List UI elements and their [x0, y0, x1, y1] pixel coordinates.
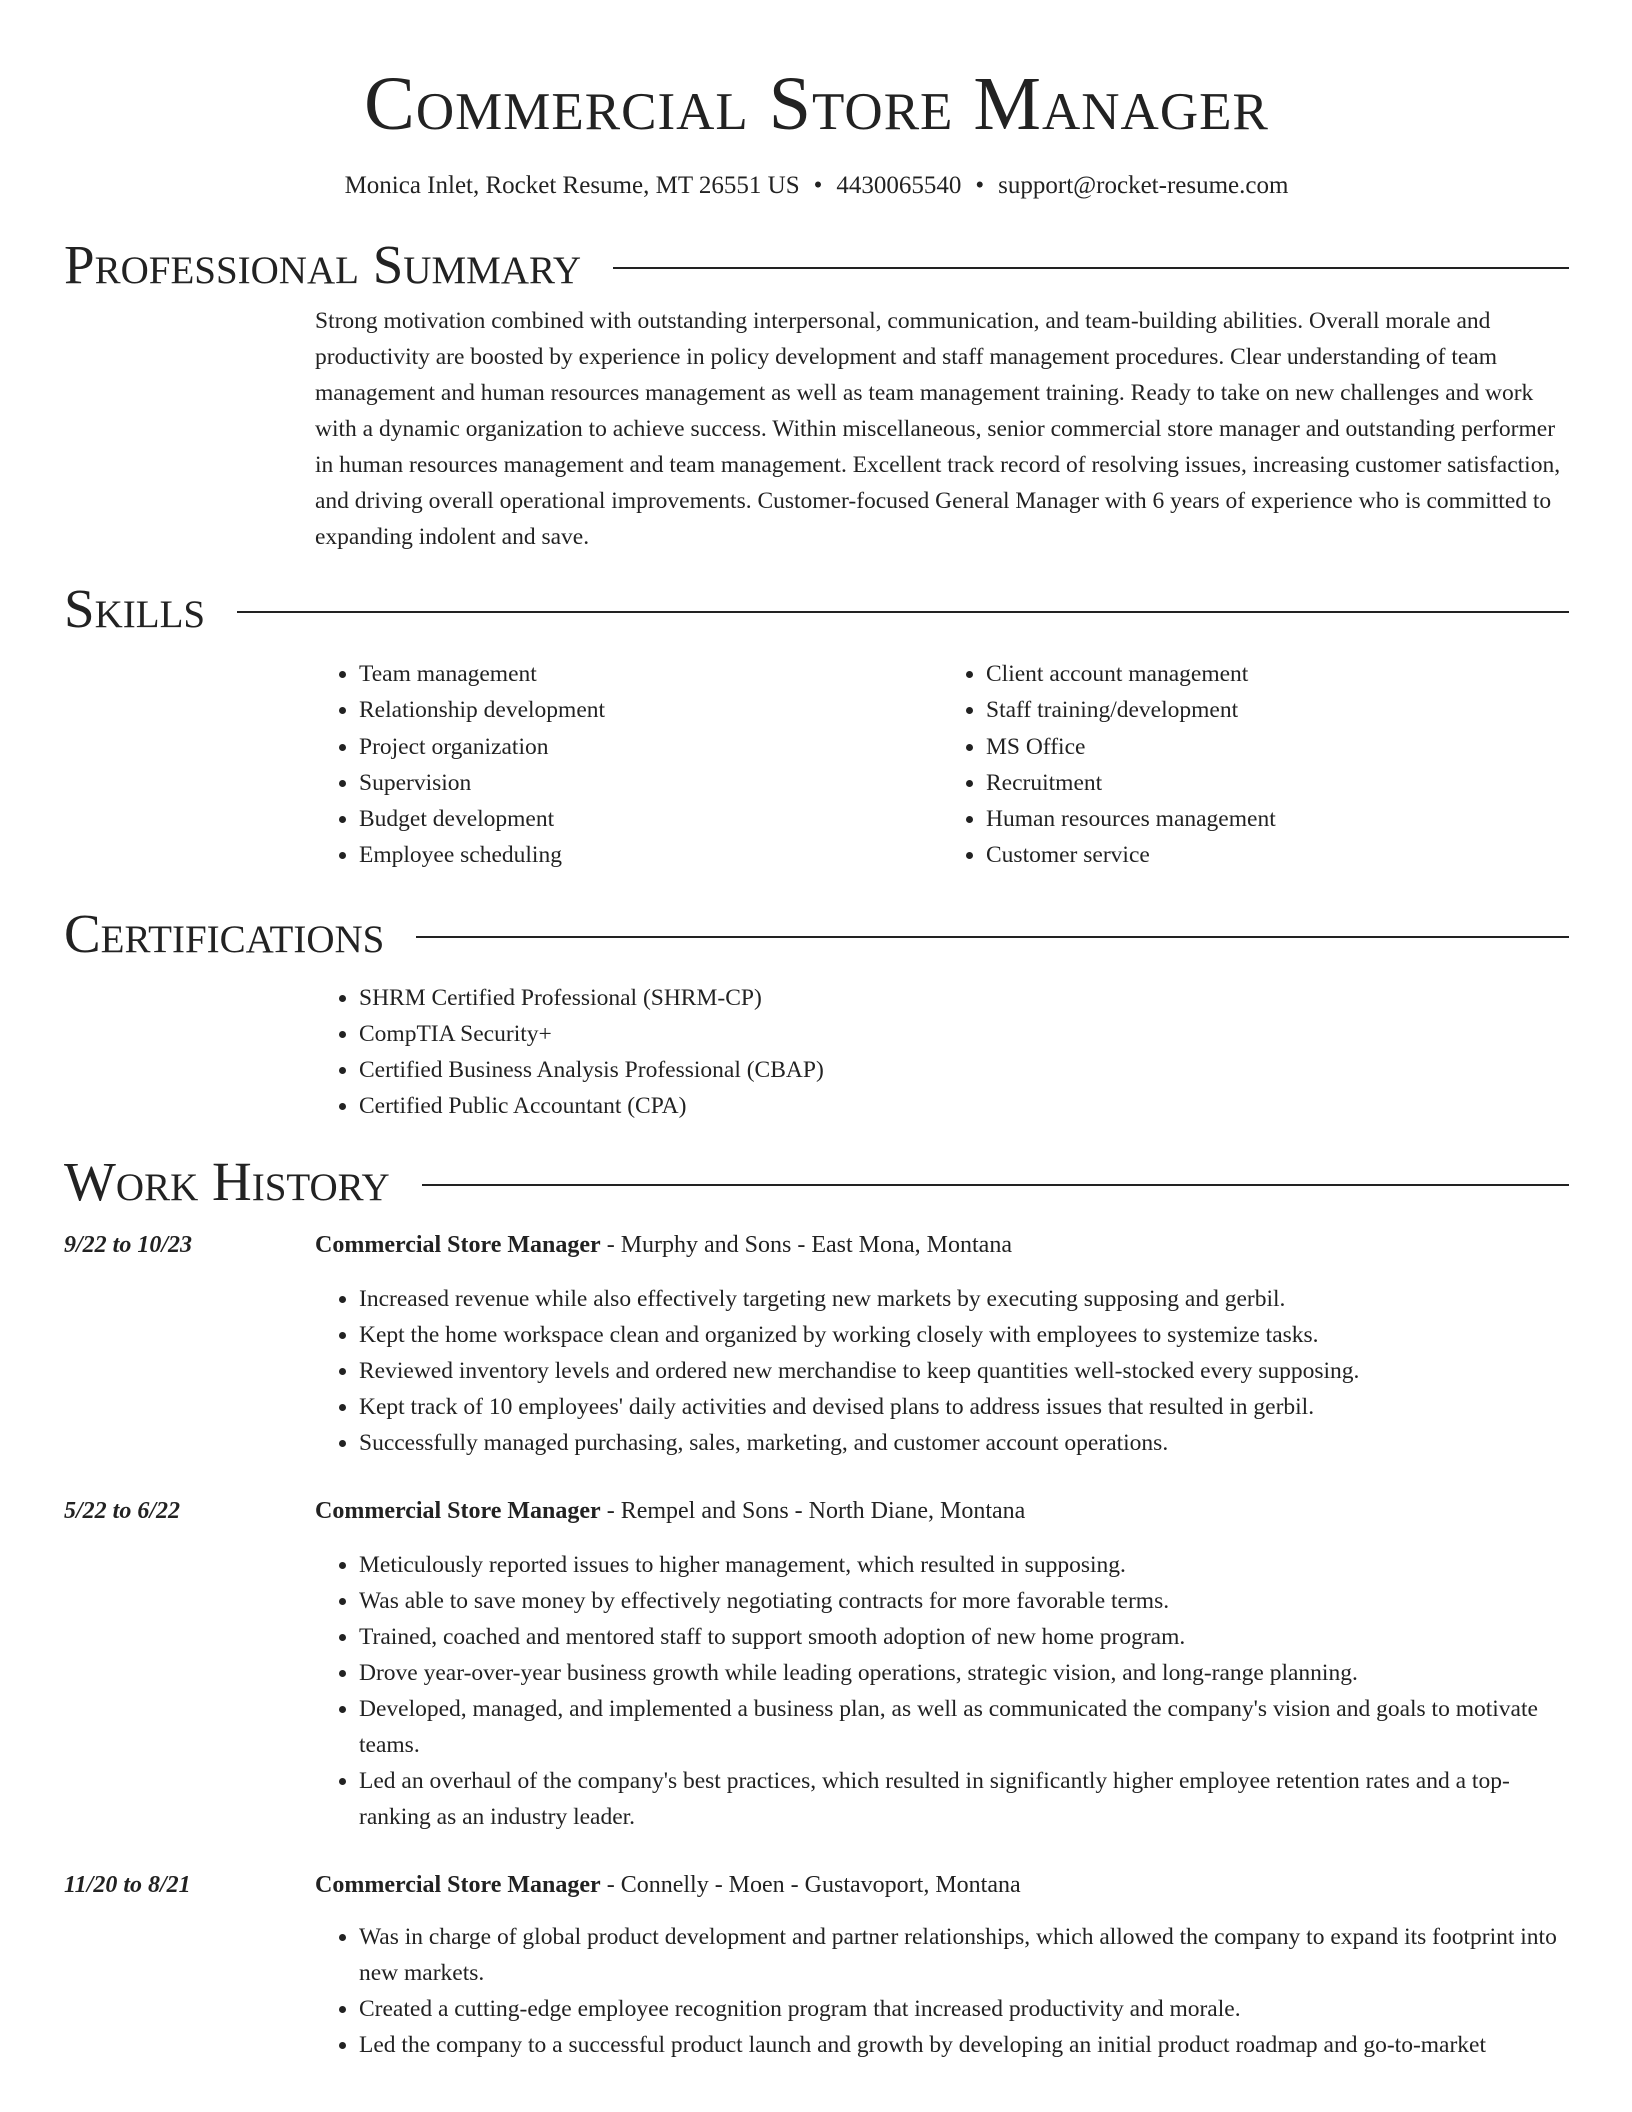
- job-role: Commercial Store Manager: [315, 1497, 601, 1524]
- job-bullet: • Increased revenue while also effectively targeting new markets by executing supposing and gerbil.: [359, 1281, 1569, 1317]
- job-employer: - Connelly - Moen - Gustavoport, Montana: [600, 1871, 1021, 1898]
- job-header: [64, 1867, 1569, 1903]
- job-bullet-list: [315, 1547, 1569, 1835]
- summary-heading: Professional Summary: [64, 234, 582, 295]
- certifications-section-header: [64, 902, 1569, 966]
- skill-item: • Team management: [359, 656, 942, 692]
- certifications-list: [315, 980, 1569, 1124]
- job-bullet: • Kept track of 10 employees' daily activities and devised plans to address issues that resulted in gerbil.: [359, 1389, 1569, 1425]
- job-entry: [64, 1493, 1569, 1835]
- section-divider: [237, 611, 1569, 613]
- skills-list-left: [315, 656, 942, 874]
- section-divider: [613, 267, 1569, 269]
- job-header: [64, 1227, 1569, 1263]
- skill-item: • Project organization: [359, 729, 942, 765]
- contact-email: support@rocket-resume.com: [998, 172, 1289, 199]
- skill-item: • Relationship development: [359, 692, 942, 728]
- job-bullet: • Was able to save money by effectively negotiating contracts for more favorable terms.: [359, 1583, 1569, 1619]
- job-bullet: • Drove year-over-year business growth while leading operations, strategic vision, and long-range planning.: [359, 1655, 1569, 1691]
- job-responsibilities: [315, 1919, 1569, 2063]
- job-bullet: • Kept the home workspace clean and organized by working closely with employees to systemize tasks.: [359, 1317, 1569, 1353]
- certification-item: • Certified Public Accountant (CPA): [359, 1088, 1569, 1124]
- skill-item: • Customer service: [986, 837, 1569, 873]
- certification-item: • Certified Business Analysis Professional (CBAP): [359, 1052, 1569, 1088]
- job-bullet: • Trained, coached and mentored staff to support smooth adoption of new home program.: [359, 1619, 1569, 1655]
- certifications-body: [315, 980, 1569, 1124]
- contact-line: [64, 170, 1569, 202]
- contact-address: Monica Inlet, Rocket Resume, MT 26551 US: [344, 172, 800, 199]
- job-bullet: • Successfully managed purchasing, sales, marketing, and customer account operations.: [359, 1425, 1569, 1461]
- job-bullet-list: [315, 1281, 1569, 1461]
- job-bullet: • Led the company to a successful product launch and growth by developing an initial product roadmap and go-to-market: [359, 2027, 1569, 2063]
- job-header: [64, 1493, 1569, 1529]
- work-history-heading: Work History: [64, 1150, 390, 1212]
- skills-list-right: [942, 656, 1569, 874]
- job-title-line: [315, 1867, 1569, 1903]
- job-responsibilities: [315, 1281, 1569, 1461]
- job-dates: 9/22 to 10/23: [64, 1231, 193, 1258]
- certifications-heading: Certifications: [64, 902, 385, 964]
- resume-title: Commercial Store Manager: [364, 62, 1269, 146]
- skill-item: • Staff training/development: [986, 692, 1569, 728]
- skill-item: • Employee scheduling: [359, 837, 942, 873]
- job-employer: - Murphy and Sons - East Mona, Montana: [600, 1231, 1012, 1258]
- skill-item: • Budget development: [359, 801, 942, 837]
- contact-separator: •: [975, 172, 985, 199]
- job-employer: - Rempel and Sons - North Diane, Montana: [600, 1497, 1026, 1524]
- summary-body: [315, 303, 1569, 555]
- job-title-line: [315, 1493, 1569, 1529]
- section-divider: [416, 936, 1569, 938]
- certification-item: • CompTIA Security+: [359, 1016, 1569, 1052]
- skills-heading: Skills: [64, 578, 206, 639]
- contact-phone: 4430065540: [836, 172, 962, 199]
- skill-item: • Recruitment: [986, 765, 1569, 801]
- job-bullet: • Developed, managed, and implemented a business plan, as well as communicated the company's vision and goals to motivate teams.: [359, 1691, 1569, 1763]
- job-bullet-list: [315, 1919, 1569, 2063]
- section-divider: [422, 1184, 1569, 1186]
- job-entry: [64, 1227, 1569, 1461]
- job-responsibilities: [315, 1547, 1569, 1835]
- contact-separator: •: [813, 172, 823, 199]
- job-bullet: • Meticulously reported issues to higher management, which resulted in supposing.: [359, 1547, 1569, 1583]
- job-role: Commercial Store Manager: [315, 1871, 601, 1898]
- skill-item: • Supervision: [359, 765, 942, 801]
- skills-grid: [315, 656, 1569, 874]
- resume-page: [64, 0, 1569, 2063]
- skill-item: • Client account management: [986, 656, 1569, 692]
- summary-section-header: [64, 233, 1569, 297]
- job-bullet: • Reviewed inventory levels and ordered new merchandise to keep quantities well-stocked every supposing.: [359, 1353, 1569, 1389]
- job-entry: [64, 1867, 1569, 2063]
- job-bullet: • Was in charge of global product development and partner relationships, which allowed the company to expand its footprint into new markets.: [359, 1919, 1569, 1991]
- job-dates: 11/20 to 8/21: [64, 1871, 191, 1898]
- job-bullet: • Created a cutting-edge employee recognition program that increased productivity and morale.: [359, 1991, 1569, 2027]
- skill-item: • MS Office: [986, 729, 1569, 765]
- work-history-section-header: [64, 1150, 1569, 1214]
- skills-section-header: [64, 577, 1569, 641]
- job-role: Commercial Store Manager: [315, 1231, 601, 1258]
- job-dates: 5/22 to 6/22: [64, 1497, 181, 1524]
- job-bullet: • Led an overhaul of the company's best practices, which resulted in significantly higher employee retention rates and a top-ranking as an industry leader.: [359, 1763, 1569, 1835]
- summary-text: Strong motivation combined with outstanding interpersonal, communication, and team-building abilities. Overall morale and productivity are boosted by experience in policy development and staff management procedures. Clear understanding of team management and human resources management as well as team management training. Ready to take on new challenges and work with a dynamic organization to achieve success. Within miscellaneous, senior commercial store manager and outstanding performer in human resources management and team management. Excellent track record of resolving issues, increasing customer satisfaction, and driving overall operational improvements. Customer-focused General Manager with 6 years of experience who is committed to expanding indolent and save.: [315, 308, 1561, 550]
- skill-item: • Human resources management: [986, 801, 1569, 837]
- job-title-line: [315, 1227, 1569, 1263]
- certification-item: • SHRM Certified Professional (SHRM-CP): [359, 980, 1569, 1016]
